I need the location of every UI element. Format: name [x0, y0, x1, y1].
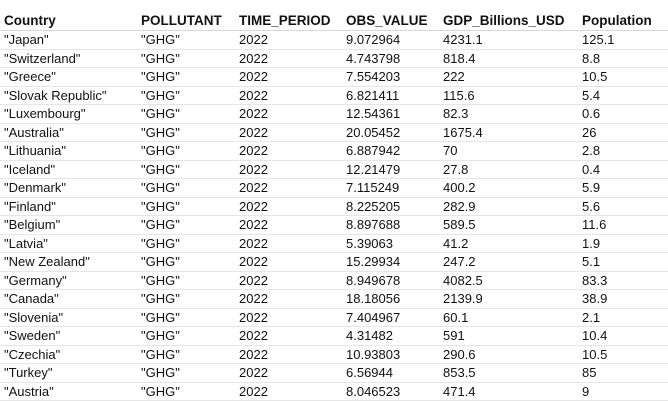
column-header-pollutant[interactable]: POLLUTANT	[137, 12, 235, 31]
cell-pollutant[interactable]: "GHG"	[137, 216, 235, 235]
cell-country[interactable]: "Turkey"	[0, 364, 137, 383]
cell-pollutant[interactable]: "GHG"	[137, 31, 235, 50]
table-row	[0, 327, 668, 346]
cell-obs-value[interactable]: 8.225205	[342, 197, 439, 216]
cell-obs-value[interactable]: 6.56944	[342, 364, 439, 383]
cell-time-period[interactable]: 2022	[235, 86, 342, 105]
cell-pollutant[interactable]: "GHG"	[137, 382, 235, 401]
cell-population[interactable]: 85	[578, 364, 668, 383]
cell-country[interactable]: "Switzerland"	[0, 49, 137, 68]
cell-country[interactable]: "Latvia"	[0, 234, 137, 253]
cell-pollutant[interactable]: "GHG"	[137, 160, 235, 179]
cell-pollutant[interactable]: "GHG"	[137, 345, 235, 364]
cell-population[interactable]: 5.4	[578, 86, 668, 105]
cell-time-period[interactable]: 2022	[235, 345, 342, 364]
cell-pollutant[interactable]: "GHG"	[137, 179, 235, 198]
cell-country[interactable]: "Czechia"	[0, 345, 137, 364]
cell-pollutant[interactable]: "GHG"	[137, 364, 235, 383]
table-row	[0, 216, 668, 235]
cell-pollutant[interactable]: "GHG"	[137, 253, 235, 272]
cell-population[interactable]: 0.6	[578, 105, 668, 124]
cell-population[interactable]: 38.9	[578, 290, 668, 309]
cell-population[interactable]: 10.5	[578, 345, 668, 364]
cell-obs-value[interactable]: 4.743798	[342, 49, 439, 68]
cell-pollutant[interactable]: "GHG"	[137, 197, 235, 216]
cell-gdp[interactable]: 818.4	[439, 49, 578, 68]
cell-gdp[interactable]: 4082.5	[439, 271, 578, 290]
cell-population[interactable]: 2.1	[578, 308, 668, 327]
cell-time-period[interactable]: 2022	[235, 105, 342, 124]
data-table-container	[0, 12, 652, 401]
cell-population[interactable]: 1.9	[578, 234, 668, 253]
table-row	[0, 382, 668, 401]
cell-population[interactable]: 2.8	[578, 142, 668, 161]
table-row	[0, 197, 668, 216]
cell-pollutant[interactable]: "GHG"	[137, 105, 235, 124]
cell-population[interactable]: 5.6	[578, 197, 668, 216]
cell-gdp[interactable]: 400.2	[439, 179, 578, 198]
cell-time-period[interactable]: 2022	[235, 142, 342, 161]
cell-time-period[interactable]: 2022	[235, 160, 342, 179]
cell-time-period[interactable]: 2022	[235, 253, 342, 272]
cell-gdp[interactable]: 282.9	[439, 197, 578, 216]
cell-country[interactable]: "Sweden"	[0, 327, 137, 346]
cell-obs-value[interactable]: 12.54361	[342, 105, 439, 124]
column-header-time-period[interactable]: TIME_PERIOD	[235, 12, 342, 31]
data-table	[0, 12, 668, 401]
cell-obs-value[interactable]: 12.21479	[342, 160, 439, 179]
table-row	[0, 308, 668, 327]
cell-country[interactable]: "Iceland"	[0, 160, 137, 179]
cell-country[interactable]: "Canada"	[0, 290, 137, 309]
table-row	[0, 68, 668, 87]
column-header-obs-value[interactable]: OBS_VALUE	[342, 12, 439, 31]
column-header-population[interactable]: Population	[578, 12, 668, 31]
cell-obs-value[interactable]: 7.404967	[342, 308, 439, 327]
table-row	[0, 31, 668, 50]
cell-time-period[interactable]: 2022	[235, 271, 342, 290]
cell-country[interactable]: "Slovak Republic"	[0, 86, 137, 105]
table-row	[0, 253, 668, 272]
cell-pollutant[interactable]: "GHG"	[137, 308, 235, 327]
cell-pollutant[interactable]: "GHG"	[137, 142, 235, 161]
cell-obs-value[interactable]: 7.115249	[342, 179, 439, 198]
cell-gdp[interactable]: 82.3	[439, 105, 578, 124]
cell-time-period[interactable]: 2022	[235, 364, 342, 383]
table-row	[0, 160, 668, 179]
cell-country[interactable]: "New Zealand"	[0, 253, 137, 272]
cell-obs-value[interactable]: 5.39063	[342, 234, 439, 253]
table-row	[0, 345, 668, 364]
cell-pollutant[interactable]: "GHG"	[137, 86, 235, 105]
cell-pollutant[interactable]: "GHG"	[137, 234, 235, 253]
cell-population[interactable]: 26	[578, 123, 668, 142]
cell-time-period[interactable]: 2022	[235, 308, 342, 327]
table-row	[0, 179, 668, 198]
cell-country[interactable]: "Finland"	[0, 197, 137, 216]
cell-population[interactable]: 83.3	[578, 271, 668, 290]
table-row	[0, 86, 668, 105]
cell-pollutant[interactable]: "GHG"	[137, 290, 235, 309]
cell-gdp[interactable]: 222	[439, 68, 578, 87]
cell-pollutant[interactable]: "GHG"	[137, 327, 235, 346]
cell-population[interactable]: 10.4	[578, 327, 668, 346]
cell-country[interactable]: "Luxembourg"	[0, 105, 137, 124]
cell-gdp[interactable]: 70	[439, 142, 578, 161]
cell-time-period[interactable]: 2022	[235, 123, 342, 142]
cell-time-period[interactable]: 2022	[235, 179, 342, 198]
cell-population[interactable]: 5.1	[578, 253, 668, 272]
table-row	[0, 290, 668, 309]
cell-time-period[interactable]: 2022	[235, 290, 342, 309]
cell-obs-value[interactable]: 8.046523	[342, 382, 439, 401]
cell-gdp[interactable]: 41.2	[439, 234, 578, 253]
cell-country[interactable]: "Australia"	[0, 123, 137, 142]
cell-gdp[interactable]: 115.6	[439, 86, 578, 105]
column-header-gdp-billions-usd[interactable]: GDP_Billions_USD	[439, 12, 578, 31]
cell-gdp[interactable]: 4231.1	[439, 31, 578, 50]
cell-country[interactable]: "Lithuania"	[0, 142, 137, 161]
cell-gdp[interactable]: 27.8	[439, 160, 578, 179]
table-row	[0, 142, 668, 161]
cell-country[interactable]: "Denmark"	[0, 179, 137, 198]
cell-country[interactable]: "Austria"	[0, 382, 137, 401]
cell-country[interactable]: "Japan"	[0, 31, 137, 50]
cell-gdp[interactable]: 247.2	[439, 253, 578, 272]
header-row	[0, 12, 668, 31]
cell-obs-value[interactable]: 4.31482	[342, 327, 439, 346]
table-body	[0, 31, 668, 401]
cell-time-period[interactable]: 2022	[235, 327, 342, 346]
cell-gdp[interactable]: 60.1	[439, 308, 578, 327]
cell-obs-value[interactable]: 8.897688	[342, 216, 439, 235]
cell-population[interactable]: 0.4	[578, 160, 668, 179]
cell-pollutant[interactable]: "GHG"	[137, 123, 235, 142]
table-row	[0, 234, 668, 253]
cell-population[interactable]: 5.9	[578, 179, 668, 198]
cell-obs-value[interactable]: 8.949678	[342, 271, 439, 290]
cell-obs-value[interactable]: 10.93803	[342, 345, 439, 364]
cell-gdp[interactable]: 591	[439, 327, 578, 346]
cell-obs-value[interactable]: 6.887942	[342, 142, 439, 161]
cell-gdp[interactable]: 471.4	[439, 382, 578, 401]
table-row	[0, 271, 668, 290]
cell-gdp[interactable]: 2139.9	[439, 290, 578, 309]
cell-country[interactable]: "Germany"	[0, 271, 137, 290]
cell-obs-value[interactable]: 7.554203	[342, 68, 439, 87]
cell-country[interactable]: "Greece"	[0, 68, 137, 87]
cell-population[interactable]: 8.8	[578, 49, 668, 68]
cell-country[interactable]: "Slovenia"	[0, 308, 137, 327]
cell-gdp[interactable]: 589.5	[439, 216, 578, 235]
table-row	[0, 49, 668, 68]
cell-time-period[interactable]: 2022	[235, 31, 342, 50]
cell-time-period[interactable]: 2022	[235, 68, 342, 87]
table-row	[0, 364, 668, 383]
cell-gdp[interactable]: 853.5	[439, 364, 578, 383]
cell-obs-value[interactable]: 6.821411	[342, 86, 439, 105]
cell-time-period[interactable]: 2022	[235, 49, 342, 68]
cell-country[interactable]: "Belgium"	[0, 216, 137, 235]
cell-pollutant[interactable]: "GHG"	[137, 49, 235, 68]
cell-obs-value[interactable]: 18.18056	[342, 290, 439, 309]
cell-population[interactable]: 11.6	[578, 216, 668, 235]
table-row	[0, 105, 668, 124]
cell-obs-value[interactable]: 15.29934	[342, 253, 439, 272]
cell-time-period[interactable]: 2022	[235, 234, 342, 253]
cell-gdp[interactable]: 290.6	[439, 345, 578, 364]
cell-time-period[interactable]: 2022	[235, 197, 342, 216]
cell-time-period[interactable]: 2022	[235, 382, 342, 401]
cell-pollutant[interactable]: "GHG"	[137, 271, 235, 290]
cell-population[interactable]: 125.1	[578, 31, 668, 50]
cell-pollutant[interactable]: "GHG"	[137, 68, 235, 87]
cell-population[interactable]: 9	[578, 382, 668, 401]
table-row	[0, 123, 668, 142]
cell-time-period[interactable]: 2022	[235, 216, 342, 235]
cell-obs-value[interactable]: 9.072964	[342, 31, 439, 50]
cell-obs-value[interactable]: 20.05452	[342, 123, 439, 142]
cell-population[interactable]: 10.5	[578, 68, 668, 87]
column-header-country[interactable]: Country	[0, 12, 137, 31]
cell-gdp[interactable]: 1675.4	[439, 123, 578, 142]
